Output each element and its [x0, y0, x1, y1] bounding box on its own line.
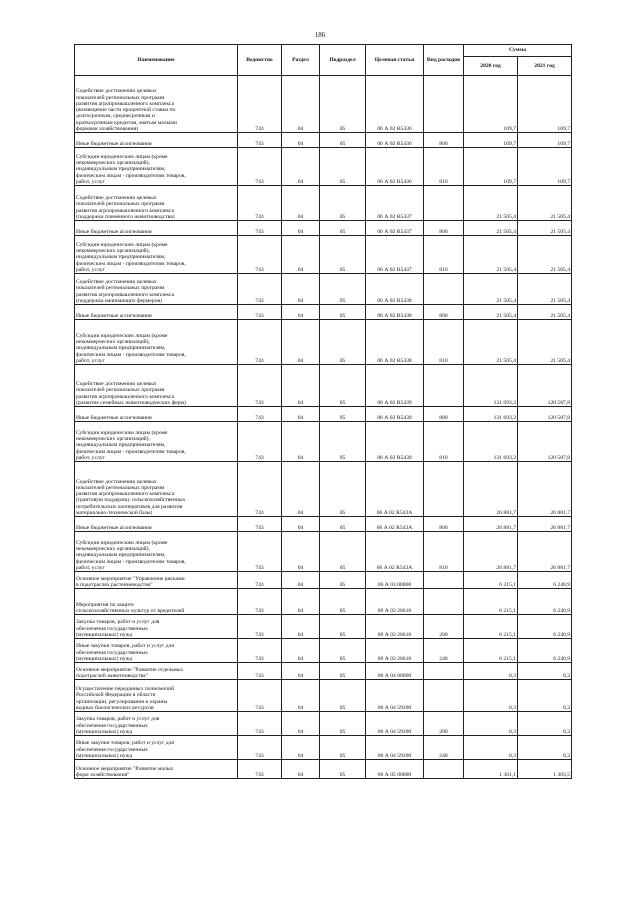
row-subsection: 05 [320, 305, 366, 320]
table-row [75, 76, 572, 133]
row-department: 743 [238, 572, 282, 589]
row-target-article: 06 А 02 R5438 [366, 320, 424, 365]
row-sum-2020: 8,3 [464, 680, 518, 712]
header-year-2021: 2021 год [518, 57, 572, 76]
row-department: 743 [238, 76, 282, 133]
row-department: 743 [238, 639, 282, 663]
row-sum-2020: 26 881,7 [464, 517, 518, 532]
row-sum-2020: 21 505,4 [464, 305, 518, 320]
row-department: 743 [238, 736, 282, 760]
row-department: 743 [238, 133, 282, 148]
row-section: 04 [282, 320, 320, 365]
row-name: Иные бюджетные ассигнования [75, 305, 238, 320]
row-target-article: 06 А 02 R5438 [366, 305, 424, 320]
row-section: 04 [282, 407, 320, 422]
row-sum-2020: 8,3 [464, 712, 518, 736]
table-row [75, 615, 572, 639]
row-subsection: 05 [320, 148, 366, 186]
row-sum-2020: 131 693,3 [464, 365, 518, 407]
row-expense-type: 810 [424, 532, 464, 572]
row-target-article: 06 А 03 20610 [366, 615, 424, 639]
row-name: Основное мероприятие "Управление рисками в подотраслях растениеводства" [75, 572, 238, 589]
row-sum-2020: 109,7 [464, 76, 518, 133]
row-sum-2020: 131 693,3 [464, 422, 518, 462]
row-subsection: 05 [320, 133, 366, 148]
row-subsection: 05 [320, 680, 366, 712]
table-row [75, 663, 572, 680]
row-sum-2020: 21 505,4 [464, 221, 518, 236]
row-name: Содействие достижению целевых показателей региональных программ развития агропромышленного комплекса (развитие семейных животноводческих ферм) [75, 365, 238, 407]
table-row [75, 639, 572, 663]
table-row [75, 305, 572, 320]
row-expense-type: 800 [424, 305, 464, 320]
row-expense-type: 800 [424, 133, 464, 148]
row-expense-type: 240 [424, 639, 464, 663]
row-subsection: 05 [320, 572, 366, 589]
row-subsection: 05 [320, 407, 366, 422]
row-department: 743 [238, 517, 282, 532]
row-sum-2021: 21 505,4 [518, 274, 572, 305]
row-sum-2020: 26 881,7 [464, 532, 518, 572]
row-expense-type: 800 [424, 221, 464, 236]
row-subsection: 05 [320, 236, 366, 274]
row-department: 743 [238, 712, 282, 736]
row-subsection: 05 [320, 532, 366, 572]
row-department: 743 [238, 221, 282, 236]
row-subsection: 05 [320, 615, 366, 639]
row-name: Субсидии юридическим лицам (кроме некоммерческих организаций), индивидуальным предпринимателям, физическим лицам - производителям товаров, работ, услуг [75, 236, 238, 274]
table-row [75, 680, 572, 712]
row-expense-type [424, 760, 464, 779]
table-row [75, 320, 572, 365]
row-sum-2021: 1 303,5 [518, 760, 572, 779]
row-target-article: 06 А 02 R543А [366, 517, 424, 532]
header-name: Наименование [75, 45, 238, 76]
row-section: 04 [282, 186, 320, 221]
row-expense-type [424, 462, 464, 517]
row-name: Содействие достижению целевых показателей региональных программ развития агропромышленного комплекса (грантовую поддержку сельскохозяйственных потребительских кооперативов для развития материально-технической базы) [75, 462, 238, 517]
row-subsection: 05 [320, 712, 366, 736]
row-name: Иные бюджетные ассигнования [75, 133, 238, 148]
row-subsection: 05 [320, 462, 366, 517]
row-name: Иные закупки товаров, работ и услуг для обеспечения государственных (муниципальных) нужд [75, 639, 238, 663]
row-sum-2021: 26 881,7 [518, 532, 572, 572]
row-subsection: 05 [320, 517, 366, 532]
table-row [75, 365, 572, 407]
row-department: 743 [238, 305, 282, 320]
row-subsection: 05 [320, 274, 366, 305]
table-row [75, 186, 572, 221]
page-number: 186 [314, 31, 326, 39]
row-sum-2020: 6 215,1 [464, 572, 518, 589]
row-name: Осуществление переданных полномочий Российской Федерации в области организации, регулирования и охраны водных биологических ресурсов [75, 680, 238, 712]
row-section: 04 [282, 422, 320, 462]
row-section: 04 [282, 462, 320, 517]
row-section: 04 [282, 736, 320, 760]
row-section: 04 [282, 680, 320, 712]
row-target-article: 06 А 02 R5436 [366, 133, 424, 148]
row-expense-type: 810 [424, 236, 464, 274]
table-row [75, 407, 572, 422]
table-row [75, 572, 572, 589]
table-row [75, 221, 572, 236]
row-sum-2021: 109,7 [518, 76, 572, 133]
row-sum-2021: 21 505,4 [518, 305, 572, 320]
row-subsection: 05 [320, 736, 366, 760]
table-row [75, 133, 572, 148]
table-row [75, 274, 572, 305]
row-section: 04 [282, 305, 320, 320]
row-department: 743 [238, 663, 282, 680]
budget-table [74, 44, 572, 779]
row-sum-2020: 21 505,4 [464, 320, 518, 365]
row-target-article: 06 А 02 R5437 [366, 221, 424, 236]
row-subsection: 05 [320, 186, 366, 221]
table-row [75, 712, 572, 736]
row-expense-type: 200 [424, 615, 464, 639]
row-name: Содействие достижению целевых показателей региональных программ развития агропромышленного комплекса (возмещение части процентной ставки по долгосрочным, среднесрочным и краткосрочным кредитам, взятым малыми формами хозяйствования) [75, 76, 238, 133]
row-section: 04 [282, 589, 320, 615]
row-section: 04 [282, 76, 320, 133]
row-expense-type [424, 274, 464, 305]
header-sum: Сумма [464, 45, 572, 57]
row-sum-2020: 131 693,3 [464, 407, 518, 422]
row-section: 04 [282, 365, 320, 407]
row-target-article: 06 А 02 R543А [366, 462, 424, 517]
row-name: Основное мероприятие "Развитие отдельных подотраслей животноводства" [75, 663, 238, 680]
row-department: 743 [238, 462, 282, 517]
row-department: 743 [238, 532, 282, 572]
row-target-article: 06 А 02 R5439 [366, 407, 424, 422]
row-sum-2020: 21 505,4 [464, 236, 518, 274]
row-section: 04 [282, 148, 320, 186]
row-sum-2020: 6 215,1 [464, 615, 518, 639]
row-section: 04 [282, 274, 320, 305]
header-year-2020: 2020 год [464, 57, 518, 76]
budget-rows [75, 76, 572, 779]
row-subsection: 05 [320, 76, 366, 133]
row-sum-2021: 21 505,4 [518, 221, 572, 236]
row-sum-2020: 21 505,4 [464, 186, 518, 221]
row-expense-type: 810 [424, 422, 464, 462]
row-sum-2021: 120 587,8 [518, 407, 572, 422]
row-target-article: 06 А 02 R5439 [366, 365, 424, 407]
table-row [75, 517, 572, 532]
row-sum-2021: 21 505,4 [518, 236, 572, 274]
row-sum-2020: 21 505,4 [464, 274, 518, 305]
row-section: 04 [282, 236, 320, 274]
row-section: 04 [282, 712, 320, 736]
row-expense-type: 240 [424, 736, 464, 760]
row-name: Субсидии юридическим лицам (кроме некоммерческих организаций), индивидуальным предпринимателям, физическим лицам - производителям товаров, работ, услуг [75, 422, 238, 462]
row-name: Содействие достижению целевых показателей региональных программ развития агропромышленного комплекса (поддержка племенного животноводства) [75, 186, 238, 221]
table-row [75, 760, 572, 779]
row-sum-2021: 6 240,9 [518, 572, 572, 589]
table-row [75, 236, 572, 274]
row-target-article: 06 А 04 59100 [366, 680, 424, 712]
row-subsection: 05 [320, 221, 366, 236]
row-target-article: 06 А 02 R5438 [366, 274, 424, 305]
row-target-article: 06 А 02 R5436 [366, 148, 424, 186]
row-name: Закупка товаров, работ и услуг для обеспечения государственных (муниципальных) нужд [75, 615, 238, 639]
row-expense-type [424, 589, 464, 615]
row-target-article: 06 А 02 R5437 [366, 236, 424, 274]
row-sum-2021: 120 587,8 [518, 422, 572, 462]
table-row [75, 532, 572, 572]
row-expense-type [424, 76, 464, 133]
row-sum-2020: 1 361,1 [464, 760, 518, 779]
row-expense-type: 800 [424, 517, 464, 532]
table-row [75, 462, 572, 517]
row-target-article: 06 А 02 R5437 [366, 186, 424, 221]
row-expense-type [424, 365, 464, 407]
row-target-article: 06 А 02 R543А [366, 532, 424, 572]
row-target-article: 06 А 02 R5439 [366, 422, 424, 462]
row-target-article: 06 А 04 59100 [366, 736, 424, 760]
row-subsection: 05 [320, 320, 366, 365]
row-sum-2021: 109,7 [518, 148, 572, 186]
row-department: 743 [238, 422, 282, 462]
row-target-article: 06 А 03 20610 [366, 589, 424, 615]
row-target-article: 06 А 04 00000 [366, 663, 424, 680]
row-name: Иные бюджетные ассигнования [75, 407, 238, 422]
row-expense-type [424, 680, 464, 712]
row-name: Основное мероприятие "Развитие малых форм хозяйствования" [75, 760, 238, 779]
header-department: Ведомство [238, 45, 282, 76]
row-sum-2020: 8,3 [464, 736, 518, 760]
row-target-article: 06 А 04 59100 [366, 712, 424, 736]
row-sum-2021: 8,3 [518, 663, 572, 680]
header-target-article: Целевая статья [366, 45, 424, 76]
row-expense-type [424, 572, 464, 589]
table-row [75, 736, 572, 760]
table-row [75, 422, 572, 462]
row-department: 743 [238, 615, 282, 639]
row-target-article: 06 А 02 R5436 [366, 76, 424, 133]
row-department: 743 [238, 236, 282, 274]
row-subsection: 05 [320, 422, 366, 462]
header-subsection: Подраздел [320, 45, 366, 76]
header-section: Раздел [282, 45, 320, 76]
row-section: 04 [282, 639, 320, 663]
table-row [75, 148, 572, 186]
row-expense-type: 810 [424, 148, 464, 186]
row-expense-type: 800 [424, 407, 464, 422]
row-department: 743 [238, 320, 282, 365]
row-sum-2021: 8,3 [518, 736, 572, 760]
row-sum-2020: 8,3 [464, 663, 518, 680]
row-sum-2021: 8,3 [518, 680, 572, 712]
row-subsection: 05 [320, 639, 366, 663]
row-name: Иные бюджетные ассигнования [75, 221, 238, 236]
header-expense-type: Вид расходов [424, 45, 464, 76]
row-sum-2020: 6 215,1 [464, 639, 518, 663]
row-name: Субсидии юридическим лицам (кроме некоммерческих организаций), индивидуальным предпринимателям, физическим лицам - производителям товаров, работ, услуг [75, 148, 238, 186]
row-name: Субсидии юридическим лицам (кроме некоммерческих организаций), индивидуальным предпринимателям, физическим лицам - производителям товаров, работ, услуг [75, 532, 238, 572]
row-section: 04 [282, 532, 320, 572]
row-sum-2021: 6 240,9 [518, 639, 572, 663]
row-sum-2021: 26 881,7 [518, 462, 572, 517]
row-sum-2021: 6 240,9 [518, 589, 572, 615]
row-target-article: 06 А 05 00000 [366, 760, 424, 779]
row-name: Мероприятия по защите сельскохозяйственных культур от вредителей [75, 589, 238, 615]
row-name: Закупка товаров, работ и услуг для обеспечения государственных (муниципальных) нужд [75, 712, 238, 736]
row-sum-2021: 120 587,8 [518, 365, 572, 407]
row-sum-2021: 26 881,7 [518, 517, 572, 532]
row-name: Содействие достижению целевых показателей региональных программ развития агропромышленного комплекса (поддержка начинающих фермеров) [75, 274, 238, 305]
row-sum-2020: 6 215,1 [464, 589, 518, 615]
table-row [75, 589, 572, 615]
row-department: 743 [238, 589, 282, 615]
row-expense-type: 810 [424, 320, 464, 365]
row-department: 743 [238, 186, 282, 221]
row-sum-2020: 26 881,7 [464, 462, 518, 517]
row-section: 04 [282, 615, 320, 639]
row-expense-type [424, 663, 464, 680]
row-sum-2020: 109,7 [464, 148, 518, 186]
row-sum-2021: 21 505,4 [518, 186, 572, 221]
row-department: 743 [238, 274, 282, 305]
row-target-article: 06 А 03 20610 [366, 639, 424, 663]
row-target-article: 06 А 03 00000 [366, 572, 424, 589]
row-expense-type [424, 186, 464, 221]
row-sum-2021: 21 505,4 [518, 320, 572, 365]
row-subsection: 05 [320, 663, 366, 680]
row-name: Иные бюджетные ассигнования [75, 517, 238, 532]
row-department: 743 [238, 365, 282, 407]
row-department: 743 [238, 760, 282, 779]
row-sum-2021: 8,3 [518, 712, 572, 736]
row-section: 04 [282, 517, 320, 532]
row-subsection: 05 [320, 589, 366, 615]
row-department: 743 [238, 148, 282, 186]
row-department: 743 [238, 407, 282, 422]
row-department: 743 [238, 680, 282, 712]
row-name: Иные закупки товаров, работ и услуг для обеспечения государственных (муниципальных) нужд [75, 736, 238, 760]
row-section: 04 [282, 760, 320, 779]
row-section: 04 [282, 572, 320, 589]
row-section: 04 [282, 133, 320, 148]
row-sum-2021: 6 240,9 [518, 615, 572, 639]
row-name: Субсидии юридическим лицам (кроме некоммерческих организаций), индивидуальным предпринимателям, физическим лицам - производителям товаров, работ, услуг [75, 320, 238, 365]
row-sum-2021: 109,7 [518, 133, 572, 148]
row-sum-2020: 109,7 [464, 133, 518, 148]
row-expense-type: 200 [424, 712, 464, 736]
row-subsection: 05 [320, 365, 366, 407]
row-section: 04 [282, 221, 320, 236]
row-subsection: 05 [320, 760, 366, 779]
row-section: 04 [282, 663, 320, 680]
